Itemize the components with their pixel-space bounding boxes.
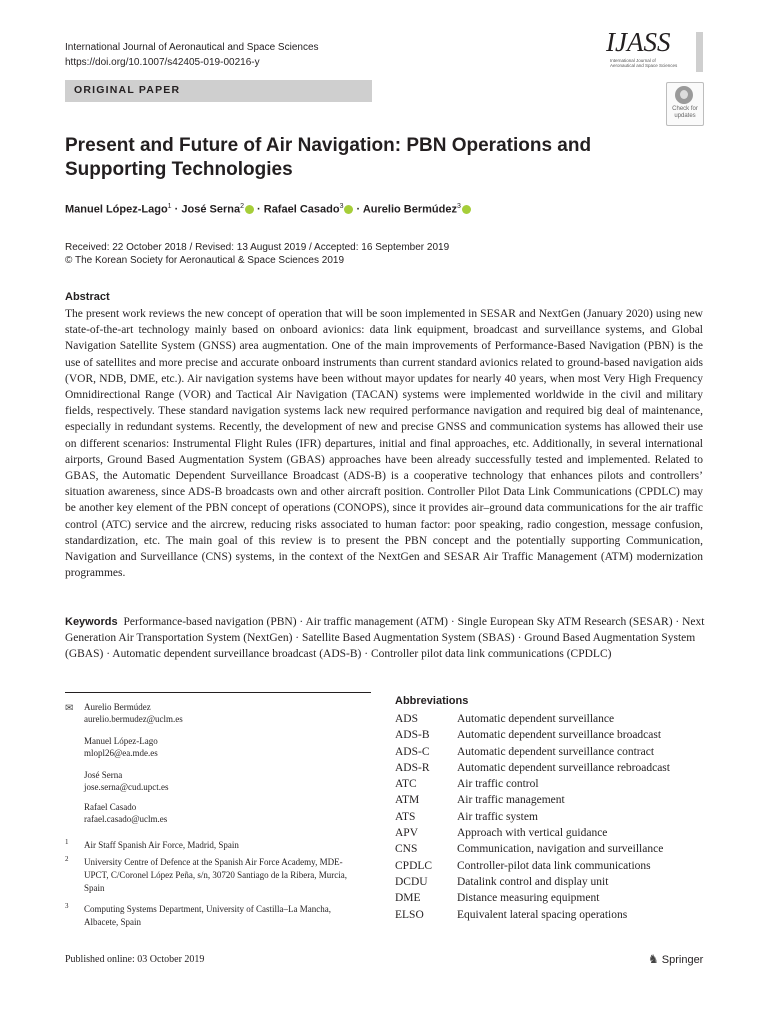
abbreviations-list <box>395 711 670 923</box>
check-for-updates-label: Check for updates <box>672 106 698 119</box>
affiliation-text: University Centre of Defence at the Spanish Air Force Academy, MDE-UPCT, C/Coronel López Peña, s/n, 30720 Santiago de la Ribera, Murcia, Spain <box>84 857 348 893</box>
abbreviation-row <box>395 858 670 874</box>
copyright-line: © The Korean Society for Aeronautical & Space Sciences 2019 <box>65 255 345 266</box>
article-dates <box>65 241 449 267</box>
author-affil-sup: 1 <box>167 203 172 210</box>
abbreviation: DCDU <box>395 875 428 888</box>
abbreviation: ADS <box>395 713 419 725</box>
abbreviation-row <box>395 890 670 906</box>
abbreviation-row <box>395 825 670 841</box>
contact-name: Manuel López-Lago <box>84 736 158 746</box>
abbreviation-definition: Air traffic control <box>457 778 539 791</box>
abstract-heading: Abstract <box>65 291 110 303</box>
contact-entry <box>84 735 158 759</box>
abbreviation-definition: Automatic dependent surveillance broadcast <box>457 729 662 742</box>
abbreviation: ELSO <box>395 908 424 921</box>
author-name[interactable]: José Serna <box>181 203 241 216</box>
journal-logo <box>606 28 701 76</box>
abbreviation: ATS <box>395 810 416 823</box>
contact-email[interactable]: rafael.casado@uclm.es <box>84 814 168 824</box>
abbreviation-row <box>395 711 670 727</box>
abbreviation-definition: Approach with vertical guidance <box>457 827 608 840</box>
author-list: Manuel López-Lago$^1$ · José Serna$^2$ · Rafael Casado$^3$ · Aurelio Bermúdez$^3$ <box>65 203 471 216</box>
article-type-banner <box>65 80 372 102</box>
abbreviation-row <box>395 841 670 857</box>
orcid-icon[interactable] <box>245 205 254 214</box>
abbreviation-row <box>395 874 670 890</box>
email-envelope-icon: ✉ <box>65 703 74 714</box>
orcid-icon[interactable] <box>344 205 353 214</box>
abbreviation: APV <box>395 827 419 840</box>
history-dates: Received: 22 October 2018 / Revised: 13 August 2019 / Accepted: 16 September 2019 <box>65 242 450 253</box>
contact-name: Aurelio Bermúdez <box>84 702 151 712</box>
abbreviation-row <box>395 760 670 776</box>
abbreviation-row <box>395 792 670 808</box>
check-for-updates-button[interactable] <box>666 82 704 126</box>
contact-email[interactable]: jose.serna@cud.upct.es <box>84 782 169 792</box>
author-name[interactable]: Aurelio Bermúdez <box>362 203 457 216</box>
abbreviations-heading: Abbreviations <box>395 695 469 707</box>
affiliation-text: Air Staff Spanish Air Force, Madrid, Spain <box>84 840 239 850</box>
orcid-icon[interactable] <box>462 205 471 214</box>
published-online: Published online: 03 October 2019 <box>65 954 205 965</box>
abbreviation-definition: Equivalent lateral spacing operations <box>457 908 628 921</box>
contact-entry <box>84 769 169 793</box>
abbreviation: ADS-B <box>395 729 430 742</box>
abbreviation: ATM <box>395 794 420 807</box>
abbreviation: ADS-C <box>395 745 430 758</box>
abbreviation-definition: Automatic dependent surveillance contract <box>457 745 655 758</box>
abbreviation-definition: Controller-pilot data link communications <box>457 859 651 872</box>
author-affil-sup: 3 <box>456 203 461 210</box>
logo-subtext: International Journal of Aeronautical and Space Sciences <box>610 58 678 68</box>
contact-email[interactable]: aurelio.bermudez@uclm.es <box>84 714 183 724</box>
abbreviation: ADS-R <box>395 761 430 774</box>
abbreviation-row <box>395 727 670 743</box>
abbreviation-definition: Distance measuring equipment <box>457 892 600 905</box>
contact-email[interactable]: mlopl26@ea.mde.es <box>84 748 158 758</box>
contact-name: José Serna <box>84 770 123 780</box>
paper-title: Present and Future of Air Navigation: PBN Operations and Supporting Technologies <box>65 135 592 180</box>
author-name[interactable]: Rafael Casado <box>263 203 340 216</box>
author-name[interactable]: Manuel López-Lago <box>65 203 168 216</box>
author-affil-sup: 3 <box>339 203 344 210</box>
affiliation-number: 3 <box>65 902 69 910</box>
correspondence-block <box>65 692 371 927</box>
abbreviation: ATC <box>395 778 417 791</box>
check-for-updates-icon <box>675 86 693 104</box>
abbreviation-row <box>395 776 670 792</box>
keywords-heading: Keywords <box>65 616 118 628</box>
affiliation-text: Computing Systems Department, University of Castilla–La Mancha, Albacete, Spain <box>84 904 331 927</box>
abstract-body: The present work reviews the new concept of operation that will be soon implemented in SESAR and NextGen (January 2020) using new state-of-the-art technology mainly based on onboard avionics: data link equipment, broadcast and surveillance systems, and Global Navigation Satellite System (GNSS) area augmentation. One of the main improvements of Performance-Based Navigation (PBN) is the use of satellites and more precise and accurate onboard instruments than current standard avionics related to ground-based navigation aids (VOR, NDB, DME, etc.). Air navigation systems have been without mayor updates for nearly 40 years, when most Very High Frequency Omnidirectional Range (VOR) and Tactical Air Navigation (TACAN) systems were implemented worldwide in the civil and military fields, respectively. These standard navigation systems lack new required performance navigation and required big deal of maintenance, especially in redundant systems. Recently, the development of new and precise GNSS and communication systems has allowed their use on different scenarios: Instrumental Flight Rules (IFR) departures, initial and final approaches, etc. Additionally, in several international airports, Ground Based Augmentation System (GBAS) approaches have been already successfully tested and implemented. Related to GBAS, the Automatic Dependent Surveillance Broadcast (ADS-B) is a cooperative technology that enhances pilots and controllers’ situation awareness, since ADS-B broadcasts own and other aircraft position. Controller Pilot Data Link Communications (CPDLC) may be another key element of the PBN concept of operations (CONOPS), since it provides air–ground data communications for the air traffic control (ATC) service and the aircrew, reducing risks associated to human factor: poor speaking, radio congestion, message confusion, standardization, etc. The main goal of this review is to present the PBN concept and the potentially supporting Communication, Navigation and Surveillance (CNS) systems, in the context of the NextGen and SESAR Air Traffic Management (ATM) modernization programmes. <box>65 308 703 580</box>
keywords-text: Performance-based navigation (PBN) · Air traffic management (ATM) · Single European Sky ATM Research (SESAR) · Next Generation Air Transportation System (NextGen) · Satellite Based Augmentation System (SBAS) · Ground Based Augmentation System (GBAS) · Automatic dependent surveillance broadcast (ADS-B) · Controller pilot data link communications (CPDLC) <box>65 616 705 660</box>
journal-header <box>65 40 319 70</box>
article-type-label: ORIGINAL PAPER <box>74 84 181 96</box>
springer-horse-icon: ♞ <box>648 952 659 966</box>
logo-bar <box>696 32 703 72</box>
affiliation-number: 1 <box>65 838 69 846</box>
keywords-section <box>65 614 705 662</box>
abbreviation-definition: Air traffic system <box>457 810 538 823</box>
affiliation-number: 2 <box>65 855 69 863</box>
abbreviation-definition: Datalink control and display unit <box>457 875 609 888</box>
abbreviation-definition: Air traffic management <box>457 794 565 807</box>
abbreviation-definition: Automatic dependent surveillance <box>457 713 615 725</box>
publisher-name: Springer <box>661 954 704 966</box>
abbreviation: CNS <box>395 843 418 856</box>
abbreviation: CPDLC <box>395 859 433 872</box>
publisher-logo <box>648 952 703 966</box>
abbreviation: DME <box>395 892 421 905</box>
logo-text: IJASS <box>606 27 671 57</box>
abbreviation-definition: Communication, navigation and surveillance <box>457 843 664 856</box>
contact-entry <box>84 801 167 825</box>
contact-name: Rafael Casado <box>84 802 137 812</box>
author-affil-sup: 2 <box>240 203 244 210</box>
abbreviation-row <box>395 744 670 760</box>
abbreviation-definition: Automatic dependent surveillance rebroadcast <box>457 761 670 774</box>
abbreviation-row <box>395 907 670 923</box>
journal-name: International Journal of Aeronautical and Space Sciences <box>65 42 319 53</box>
abbreviation-row <box>395 809 670 825</box>
doi-link[interactable]: https://doi.org/10.1007/s42405-019-00216-y <box>65 57 260 68</box>
contact-entry <box>84 701 183 725</box>
